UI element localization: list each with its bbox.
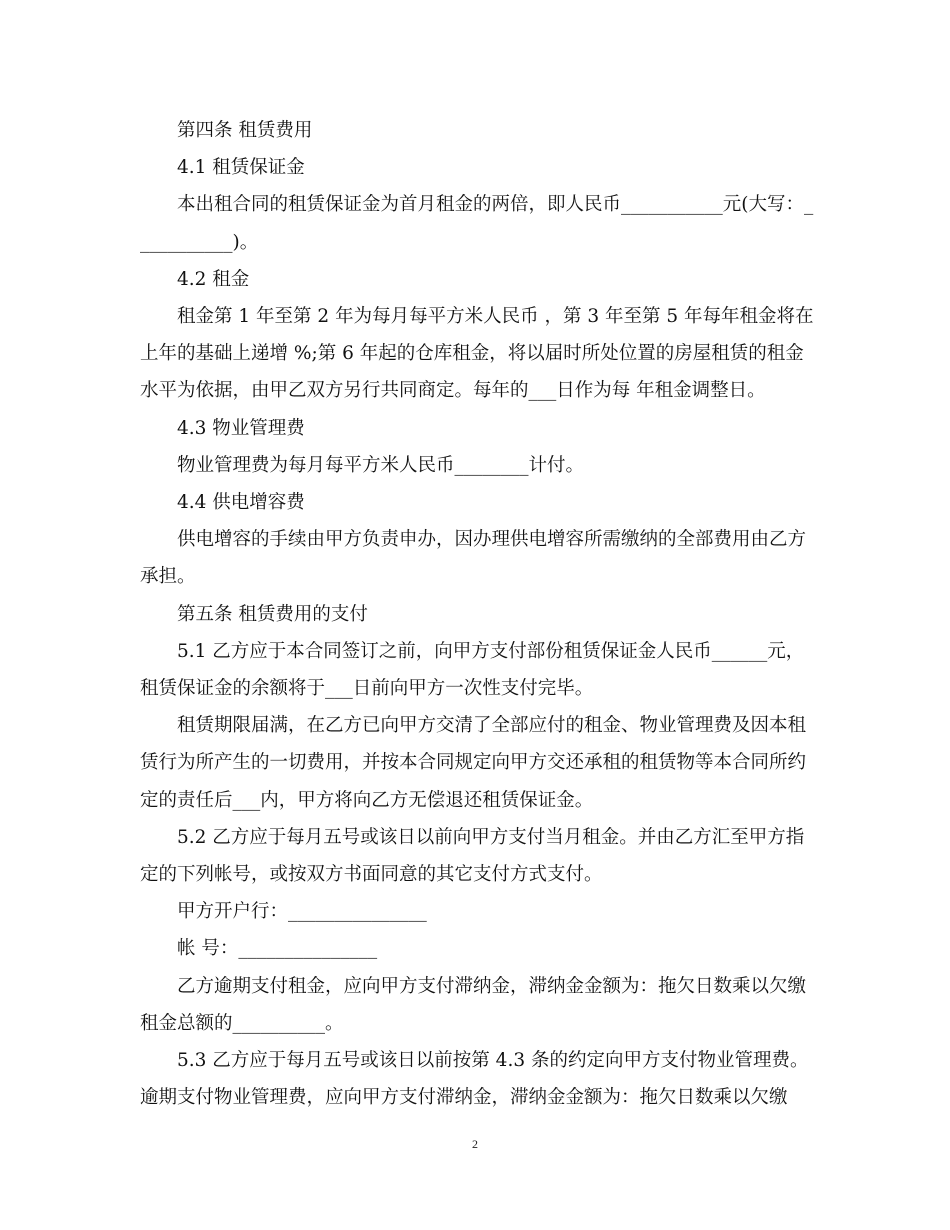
section-4-1-heading: 4.1 租赁保证金 <box>177 157 305 179</box>
section-5-2-text: 5.2 乙方应于每月五号或该日以前向甲方支付当月租金。并由乙方汇至甲方指定的下列帐号，或按双方书面同意的其它支付方式支付。 <box>140 826 805 886</box>
section-5-1-text: 5.1 乙方应于本合同签订之前，向甲方支付部份租赁保证金人民币______元，租赁保证金的余额将于___日前向甲方一次性支付完毕。 <box>140 640 805 700</box>
section-4-3-heading: 4.3 物业管理费 <box>177 417 305 439</box>
deposit-refund-text: 租赁期限届满，在乙方已向甲方交清了全部应付的租金、物业管理费及因本租赁行为所产生的一切费用，并按本合同规定向甲方交还承租的租赁物等本合同所约定的责任后___内，甲方将向乙方无偿退还租赁保证金。 <box>140 715 807 811</box>
page-number: 2 <box>472 1137 478 1151</box>
article-5-heading: 第五条 租赁费用的支付 <box>177 603 368 625</box>
section-4-1-text: 本出租合同的租赁保证金为首月租金的两倍，即人民币___________元(大写：___________)。 <box>140 194 814 253</box>
article-4-heading: 第四条 租赁费用 <box>177 120 313 141</box>
late-rent-penalty-text: 乙方逾期支付租金，应向甲方支付滞纳金，滞纳金金额为：拖欠日数乘以欠缴租金总额的__________。 <box>140 975 807 1034</box>
section-4-2-text: 租金第 1 年至第 2 年为每月每平方米人民币 ，第 3 年至第 5 年每年租金将在上年的基础上递增 %;第 6 年起的仓库租金，将以届时所处位置的房屋租赁的租金水平为依据，由甲乙双方另行共同商定。每年的___日作为每 年租金调整日。 <box>140 306 814 402</box>
bank-name-line: 甲方开户行：_______________ <box>177 901 427 923</box>
section-4-4-heading: 4.4 供电增容费 <box>177 492 305 514</box>
section-4-2-heading: 4.2 租金 <box>177 268 250 290</box>
section-5-3-text: 5.3 乙方应于每月五号或该日以前按第 4.3 条的约定向甲方支付物业管理费。逾期支付物业管理费，应向甲方支付滞纳金，滞纳金金额为：拖欠日数乘以欠缴 <box>140 1050 809 1109</box>
document-body <box>140 112 820 1116</box>
section-4-4-text: 供电增容的手续由甲方负责申办，因办理供电增容所需缴纳的全部费用由乙方承担。 <box>140 529 807 588</box>
account-number-line: 帐 号：_______________ <box>177 938 378 960</box>
section-4-3-text: 物业管理费为每月每平方米人民币________计付。 <box>177 454 585 476</box>
